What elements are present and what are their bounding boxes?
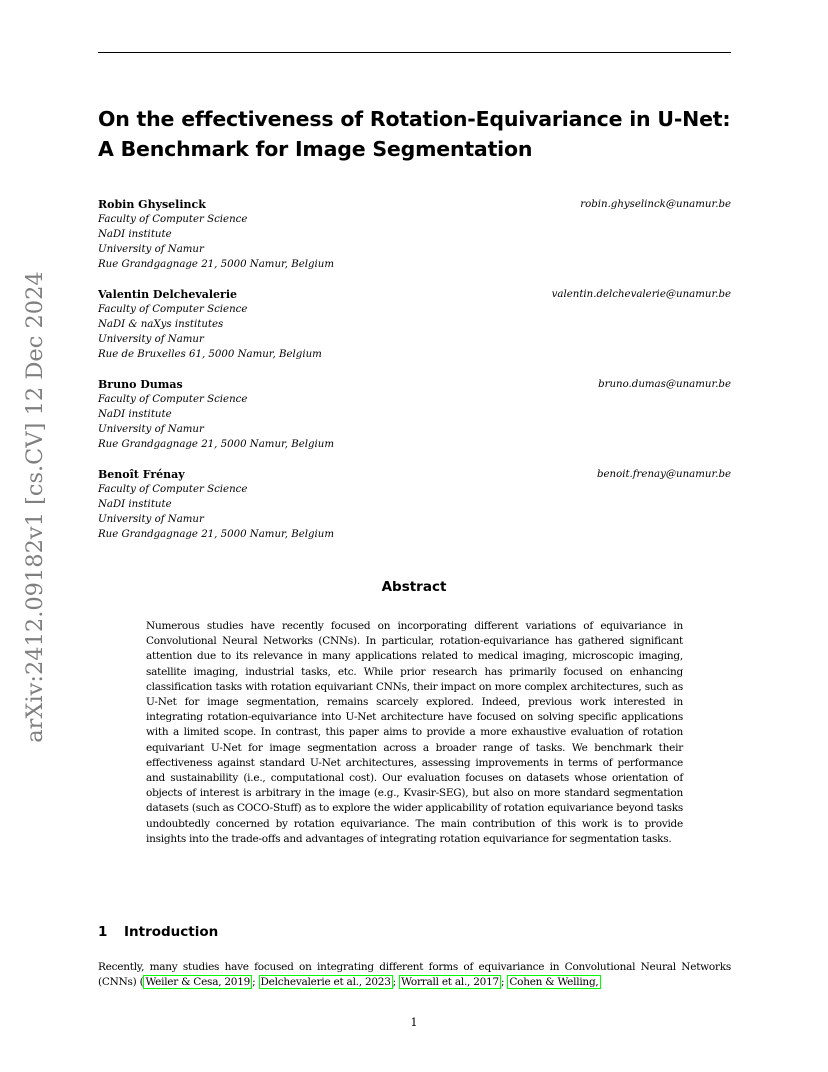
author-email[interactable]: robin.ghyselinck@unamur.be	[580, 199, 731, 210]
author-affiliation-line: Rue de Bruxelles 61, 5000 Namur, Belgium	[98, 349, 322, 360]
paper-title	[98, 104, 738, 164]
author-block	[98, 287, 731, 362]
citation-link[interactable]: Cohen & Welling,	[509, 976, 599, 989]
section-title: Introduction	[124, 924, 219, 940]
author-affiliation-line: Faculty of Computer Science	[98, 214, 248, 225]
author-affiliation-line: University of Namur	[98, 334, 204, 345]
author-name: Bruno Dumas	[98, 378, 183, 391]
title-line-2: A Benchmark for Image Segmentation	[98, 137, 533, 161]
intro-text: Recently, many studies have focused on integrating different forms of equivariance in Convolutional Neural Networks (CNNs) (	[98, 961, 731, 989]
author-name: Benoît Frénay	[98, 468, 185, 481]
citation-link[interactable]: Weiler & Cesa, 2019	[145, 976, 251, 989]
title-line-1: On the effectiveness of Rotation-Equivariance in U-Net:	[98, 107, 731, 131]
author-email[interactable]: bruno.dumas@unamur.be	[598, 379, 731, 390]
author-affiliation-line: University of Namur	[98, 514, 204, 525]
author-affiliation-line: Rue Grandgagnage 21, 5000 Namur, Belgium	[98, 439, 335, 450]
author-email[interactable]: valentin.delchevalerie@unamur.be	[551, 289, 731, 300]
author-affiliation-line: Faculty of Computer Science	[98, 394, 248, 405]
author-block	[98, 467, 731, 542]
author-affiliation-line: Faculty of Computer Science	[98, 484, 248, 495]
abstract-text: Numerous studies have recently focused on incorporating different variations of equivariance in Convolutional Neural Networks (CNNs). In particular, rotation-equivariance has gathered significant attention due to its relevance in many applications related to medical imaging, microscopic imaging, satellite imaging, industrial tasks, etc. While prior research has primarily focused on enhancing classification tasks with rotation equivariant CNNs, their impact on more complex architectures, such as U-Net for image segmentation, remains scarcely explored. Indeed, previous work interested in integrating rotation-equivariance into U-Net architecture have focused on solving specific applications with a limited scope. In contrast, this paper aims to provide a more exhaustive evaluation of rotation equivariant U-Net for image segmentation across a broader range of tasks. We benchmark their effectiveness against standard U-Net architectures, assessing improvements in terms of performance and sustainability (i.e., computational cost). Our evaluation focuses on datasets whose orientation of objects of interest is arbitrary in the image (e.g., Kvasir-SEG), but also on more standard segmentation datasets (such as COCO-Stuff) as to explore the wider applicability of rotation equivariance beyond tasks undoubtedly concerned by rotation equivariance. The main contribution of this work is to provide insights into the trade-offs and advantages of integrating rotation equivariance for segmentation tasks.	[146, 620, 683, 845]
author-affiliation-line: NaDI institute	[98, 409, 172, 420]
author-affiliation-line: NaDI institute	[98, 499, 172, 510]
citation-separator: ;	[252, 976, 259, 989]
author-block	[98, 377, 731, 452]
author-name: Robin Ghyselinck	[98, 198, 206, 211]
citation-separator: ;	[392, 976, 400, 989]
citation-link[interactable]: Delchevalerie et al., 2023	[260, 976, 391, 989]
section-number: 1	[98, 924, 108, 940]
top-rule	[98, 52, 731, 53]
author-affiliation-line: Rue Grandgagnage 21, 5000 Namur, Belgium	[98, 529, 335, 540]
author-affiliation-line: Faculty of Computer Science	[98, 304, 248, 315]
page-number: 1	[410, 1016, 418, 1029]
author-affiliation-line: NaDI & naXys institutes	[98, 319, 224, 330]
author-email[interactable]: benoit.frenay@unamur.be	[596, 469, 731, 480]
section-heading	[98, 924, 218, 940]
author-affiliation-line: University of Namur	[98, 244, 204, 255]
author-affiliation-line: Rue Grandgagnage 21, 5000 Namur, Belgium	[98, 259, 335, 270]
author-affiliation-line: NaDI institute	[98, 229, 172, 240]
citation-separator: ;	[500, 976, 508, 989]
author-name: Valentin Delchevalerie	[98, 288, 237, 301]
citation-link[interactable]: Worrall et al., 2017	[401, 976, 499, 989]
abstract-heading: Abstract	[381, 579, 447, 595]
author-block	[98, 197, 731, 272]
author-affiliation-line: University of Namur	[98, 424, 204, 435]
intro-paragraph	[98, 960, 731, 990]
